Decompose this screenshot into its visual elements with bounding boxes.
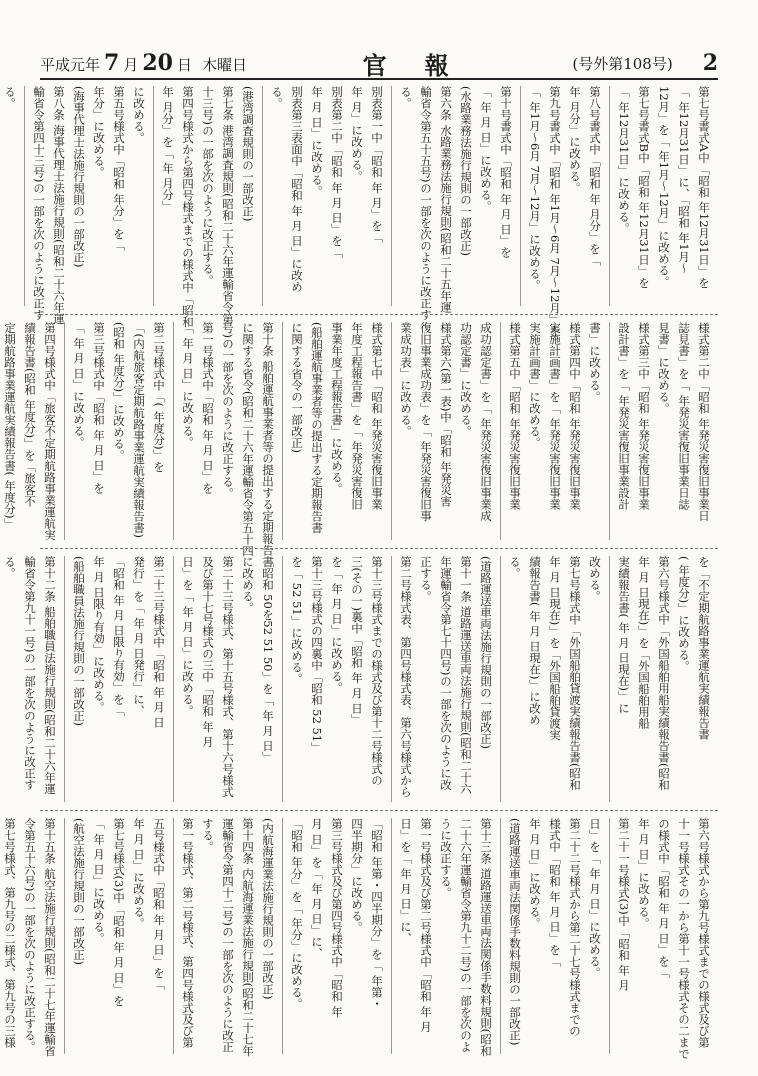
text-line: を「 52 51」に改める。 — [290, 556, 304, 685]
text-line: 様式第四中「昭和 年発災害復旧事業 — [568, 322, 582, 510]
text-line: 輸省令第四十三号)の一部を次のように改正す — [32, 86, 46, 321]
text-line: 績報告書(昭和 年度分)」を「旅客不 — [23, 322, 37, 508]
text-line: 業成功表」に改める。 — [399, 322, 413, 437]
text-line: 輸省令第九十一号)の一部を次のように改正す — [23, 556, 37, 791]
text-line: 輸省令第五十五号)の一部を次のように改正す — [419, 86, 433, 321]
text-line: 第七号書式A中「昭和 年12月31日」を — [697, 86, 711, 289]
text-line: 第四号様式から第四号様式までの様式中「昭和 — [181, 86, 195, 328]
text-line: する。 — [201, 818, 215, 853]
text-line: 第十三号様式の四裏中「昭和 52 51」 — [310, 556, 324, 754]
text-line: 様式第三中「昭和 年発災害復旧事業 — [637, 322, 651, 510]
text-line: 第六号様式中「外国船舶用船実績報告書(昭和 — [657, 556, 671, 791]
text-line: 「昭和 年分」を「 年分」に改める。 — [290, 818, 304, 1010]
text-line: 「 年1月〜6月 7月〜12月」に改める。 — [528, 86, 542, 291]
text-line: 発行」を「 年 月 日発行」に、 — [132, 556, 146, 717]
text-column — [173, 818, 282, 1057]
text-line: 「昭和 年 月 日限り有効」を「 — [112, 556, 126, 717]
text-line: 第二十三号様式、第十五号様式、第十六号様式 — [221, 556, 235, 798]
text-line: 第十一条 道路運送車両法施行規則(昭和二十六 — [459, 556, 473, 795]
text-line: 様式第五中「昭和 年発災害復旧事業 — [508, 322, 522, 510]
date-weekday: 木曜日 — [201, 56, 247, 74]
text-line: 第十条 船舶運航事業者等の提出する定期報告書 — [261, 322, 275, 568]
text-line: 実施計画書」を「 年発災害復旧事業 — [548, 322, 562, 510]
text-line: 誌見書」を「 年発災害復旧事業日誌 — [677, 322, 691, 510]
text-column — [609, 322, 718, 540]
text-line: 年 月」に改める。 — [350, 86, 364, 182]
text-line: 日」を「 年 月 日」に改める。 — [181, 556, 195, 717]
text-line: 運輸省令第四十二号)の一部を次のように改正 — [221, 818, 235, 1053]
page-number: 2 — [702, 50, 718, 76]
text-line: 年 月 日」に改める。 — [132, 818, 146, 929]
text-line: に関する省令の一部改正) — [290, 322, 304, 453]
text-line: (水路業務法施行規則の一部改正) — [459, 86, 473, 256]
text-line: 第二十一号様式(3)中「昭和 年 月 — [617, 818, 631, 992]
text-line: 第八条 海事代理士法施行規則(昭和二十六年運 — [52, 86, 66, 325]
text-line: 令第五十六号)の一部を次のように改正する。 — [23, 818, 37, 1053]
text-column — [520, 86, 609, 337]
text-line: (船舶運航事業者等の提出する定期報告書 — [310, 322, 324, 534]
text-line: 二十六年運輸省令第九十二号)の一部を次のよ — [459, 818, 473, 1053]
text-line: に改める。 — [132, 86, 146, 144]
text-line: 第八号書式中「昭和 年 月分」を「 — [588, 86, 602, 266]
text-line: 第十三条 道路運送車両法関係手数料規則(昭和 — [479, 818, 493, 1057]
text-line: (昭和 年度分)」に改める。 — [112, 322, 126, 462]
text-line: 成功認定書」を「 年発災害復旧事業成 — [479, 322, 493, 522]
text-column — [391, 322, 500, 540]
text-line: 改める。 — [588, 556, 602, 602]
text-line: うに改正する。 — [439, 818, 453, 899]
tier-2 — [3, 322, 718, 568]
text-line: 第三号様式及び第四号様式中「昭和 年 — [330, 818, 344, 1018]
text-column — [262, 86, 391, 306]
text-line: 第五号様式中「昭和 年分」を「 — [112, 86, 126, 251]
text-line: 年 月 日」に改める。 — [528, 818, 542, 929]
date-day: 20 — [142, 50, 173, 76]
text-line: 第十三号様式までの様式及び第十二号様式の — [370, 556, 384, 786]
tier-3 — [3, 556, 718, 802]
text-line: 第七号書式B中「昭和 年12月31日」を — [637, 86, 651, 289]
text-line: ( 年度分)」に改める。 — [677, 556, 691, 673]
gazette-title: 官報 — [362, 50, 487, 80]
text-line: に関する省令(昭和二十六年運輸省令第五十四 — [241, 322, 255, 557]
text-line: 日」を「 年 月 日」に改める。 — [588, 818, 602, 979]
text-line: 月 日」を「 年 月 日」に、 — [310, 818, 324, 960]
tier-1 — [3, 86, 718, 337]
text-line: る。 — [270, 86, 284, 109]
text-line: 実施計画書」に改める。 — [528, 322, 542, 449]
text-line: 見書」に改める。 — [657, 322, 671, 414]
gazette-header — [40, 48, 718, 80]
text-line: 「 年12月31日」に改める。 — [617, 86, 631, 234]
text-line: 年 月 日」に改める。 — [310, 86, 324, 197]
text-line: る。 — [508, 556, 522, 579]
text-line: 書」に改める。 — [588, 322, 602, 403]
text-column — [64, 818, 173, 1054]
text-line: 第六条 水路業務法施行規則(昭和二十五年運 — [439, 86, 453, 313]
text-column — [64, 322, 173, 540]
text-line: 「昭和 年第・四半期分」を「 年第・ — [370, 818, 384, 1010]
text-line: 「 年 月 日」に改める。 — [92, 818, 106, 944]
text-line: 第四号様式中「旅客不定期航路事業運航実 — [43, 322, 57, 541]
text-line: 功認定書」に改める。 — [459, 322, 473, 437]
text-line: (船舶職員法施行規則の一部改正) — [72, 556, 86, 726]
text-line: 第十四条 内航海運業法施行規則(昭和二十七年 — [241, 818, 255, 1057]
text-line: 十一号様式その一から第十一号様式その二まで — [677, 818, 691, 1060]
tier-4 — [3, 818, 718, 1060]
text-line: の様式中「昭和 年 月 日」を「 — [657, 818, 671, 979]
text-line: 「 年 月 日」に改める。 — [181, 322, 195, 448]
text-line: 第二号様式表、第四号様式表、第六号様式から — [399, 556, 413, 798]
text-line: を「不定期航路事業運航実績報告書 — [697, 556, 711, 740]
text-line: 年 月分」を「 年 月分」 — [161, 86, 175, 212]
text-line: る。 — [3, 556, 17, 579]
tier-divider — [40, 810, 718, 811]
text-column — [0, 556, 64, 802]
issue-date — [40, 50, 247, 76]
text-line: 実績報告書( 年 月 日現在)」に — [617, 556, 631, 714]
text-line: 十三号)の一部を次のように改正する。 — [201, 86, 215, 286]
text-line: 第二十三号様式中「昭和 年 月 日 — [152, 556, 166, 728]
text-line: 「 年 月 日」に改める。 — [72, 322, 86, 448]
text-line: 別表第三表面中「昭和 年 月 日」に改め — [290, 86, 304, 293]
text-line: 「 年 月 日」に改める。 — [479, 86, 493, 212]
text-line: 第十五条 航空法施行規則(昭和二十七年運輸省 — [43, 818, 57, 1057]
text-line: 年分」に改める。 — [92, 86, 106, 178]
text-line: (道路運送車両法施行規則の一部改正) — [479, 556, 493, 749]
text-line: 第二十二号様式から第二十七号様式までの — [568, 818, 582, 1037]
text-line: 年度工程報告書」を「 年発災害復旧 — [350, 322, 364, 510]
text-column — [0, 86, 24, 306]
date-month: 7 — [104, 50, 120, 76]
text-line: 年 月 日現在)」を「外国船舶貸渡実 — [548, 556, 562, 741]
text-line: 「昭和 50を52 51 50」を「 年 月 日」 — [261, 556, 275, 763]
text-column — [0, 322, 64, 540]
date-era: 平成元年 — [40, 56, 101, 74]
text-line: 第一号様式、第二号様式、第四号様式及び第 — [181, 818, 195, 1048]
text-line: 様式第二中「昭和 年発災害復旧事業日 — [697, 322, 711, 522]
text-line: に改める。 — [241, 556, 255, 614]
text-column — [609, 86, 718, 306]
text-line: 第一号様式中「昭和 年 月 日」を — [201, 322, 215, 494]
text-line: 五号様式中「昭和 年 月 日」を「 — [152, 818, 166, 990]
text-line: 第一号様式及び第二号様式中「昭和 年 月 — [419, 818, 433, 1033]
text-line: 第七号様式、第九号の二様式、第九号の三様 — [3, 818, 17, 1048]
text-column — [391, 86, 520, 321]
text-line: 第七号様式(3)中「昭和 年 月 日」を — [112, 818, 126, 1007]
text-line: (内航海運業法施行規則の一部改正) — [261, 818, 275, 1000]
text-line: 様式中「昭和 年 月 日」を「 — [548, 818, 562, 967]
text-line: 設計書」を「 年発災害復旧事業設計 — [617, 322, 631, 510]
tier-divider — [40, 314, 718, 315]
text-line: 第六号様式から第九号様式までの様式及び第 — [697, 818, 711, 1048]
text-line: 第九号書式中「昭和 年1月〜6月 7月〜12月」を — [548, 86, 562, 337]
text-line: 年運輸省令第七十四号)の一部を次のように改 — [439, 556, 453, 791]
text-line: 様式第六(第一表)中「昭和 年発災害 — [439, 322, 453, 508]
text-line: (海事代理士法施行規則の一部改正) — [72, 86, 86, 268]
text-line: (港湾調査規則の一部改正) — [241, 86, 255, 222]
text-line: 12月」を「 年1月〜12月」に改める。 — [657, 86, 671, 288]
text-column — [500, 818, 609, 1054]
text-line: 別表第二中「昭和 年 月 日」を「 — [330, 86, 344, 258]
text-line: 定期航路事業運航実績報告書( 年度分)」 — [3, 322, 17, 531]
text-line: 「 年12月31日」に、「昭和 年1月〜 — [677, 86, 691, 274]
text-line: 第十二条 船舶職員法施行規則(昭和二十六年運 — [43, 556, 57, 795]
text-line: 日」を「 年 月 日」に、 — [399, 818, 413, 944]
text-column — [282, 818, 391, 1054]
text-line: 年 月 日」に改める。 — [637, 818, 651, 929]
text-line: 号)の一部を次のように改正する。 — [221, 322, 235, 499]
text-line: 績報告書( 年 月 日現在)」に改め — [528, 556, 542, 726]
text-column — [391, 556, 500, 802]
text-line: 四半期分」に改める。 — [350, 818, 364, 933]
text-line: る。 — [399, 86, 413, 109]
text-column — [153, 86, 262, 328]
text-line: 復旧事業成功表」を「 年発災害復旧事 — [419, 322, 433, 522]
text-line: 様式第七中「昭和 年発災害復旧事業 — [370, 322, 384, 510]
text-column — [173, 322, 282, 568]
text-line: 第七条 港湾調査規則(昭和二十六年運輸省令第 — [221, 86, 235, 325]
text-line: 正する。 — [419, 556, 433, 602]
text-line: 年 月分」に改める。 — [568, 86, 582, 194]
text-line: 第七号様式中「外国船舶貸渡実績報告書(昭和 — [568, 556, 582, 791]
text-column — [282, 322, 391, 540]
text-line: 三(その一)裏中「昭和 年 月 日」 — [350, 556, 364, 726]
text-column — [609, 818, 718, 1060]
issue-number: (号外第108号) — [572, 54, 673, 73]
text-column — [282, 556, 391, 802]
date-month-unit: 月 — [123, 56, 139, 74]
text-line: 「(内航旅客定期航路事業運航実績報告書) — [132, 322, 146, 538]
text-column — [0, 818, 64, 1057]
text-column — [64, 556, 173, 802]
text-line: 及び第十七号様式の三中「昭和 年 月 — [201, 556, 215, 748]
text-column — [391, 818, 500, 1057]
text-line: る。 — [3, 86, 17, 109]
text-line: 事業年度工程報告書」に改める。 — [330, 322, 344, 495]
date-day-unit: 日 — [176, 56, 192, 74]
tier-divider — [40, 548, 718, 549]
text-column — [500, 556, 609, 802]
text-column — [24, 86, 153, 325]
text-line: 別表第一中「昭和 年 月」を「 — [370, 86, 384, 243]
text-line: 第三号様式中「昭和 年 月 日」を — [92, 322, 106, 494]
text-line: 年 月 日現在)」を「外国船舶用船 — [637, 556, 651, 729]
text-column — [173, 556, 282, 802]
text-line: (航空法施行規則の一部改正) — [72, 818, 86, 965]
text-line: 第二号様式中「( 年度分)」を — [152, 322, 166, 473]
text-line: (道路運送車両法関係手数料規則の一部改正) — [508, 818, 522, 1046]
text-line: を「 年 月 日」に改める。 — [330, 556, 344, 694]
text-column — [500, 322, 609, 540]
text-column — [609, 556, 718, 802]
text-line: 年 月 日限り有効」に改める。 — [92, 556, 106, 713]
text-line: 第十号書式中「昭和 年 月 日」を — [499, 86, 513, 258]
